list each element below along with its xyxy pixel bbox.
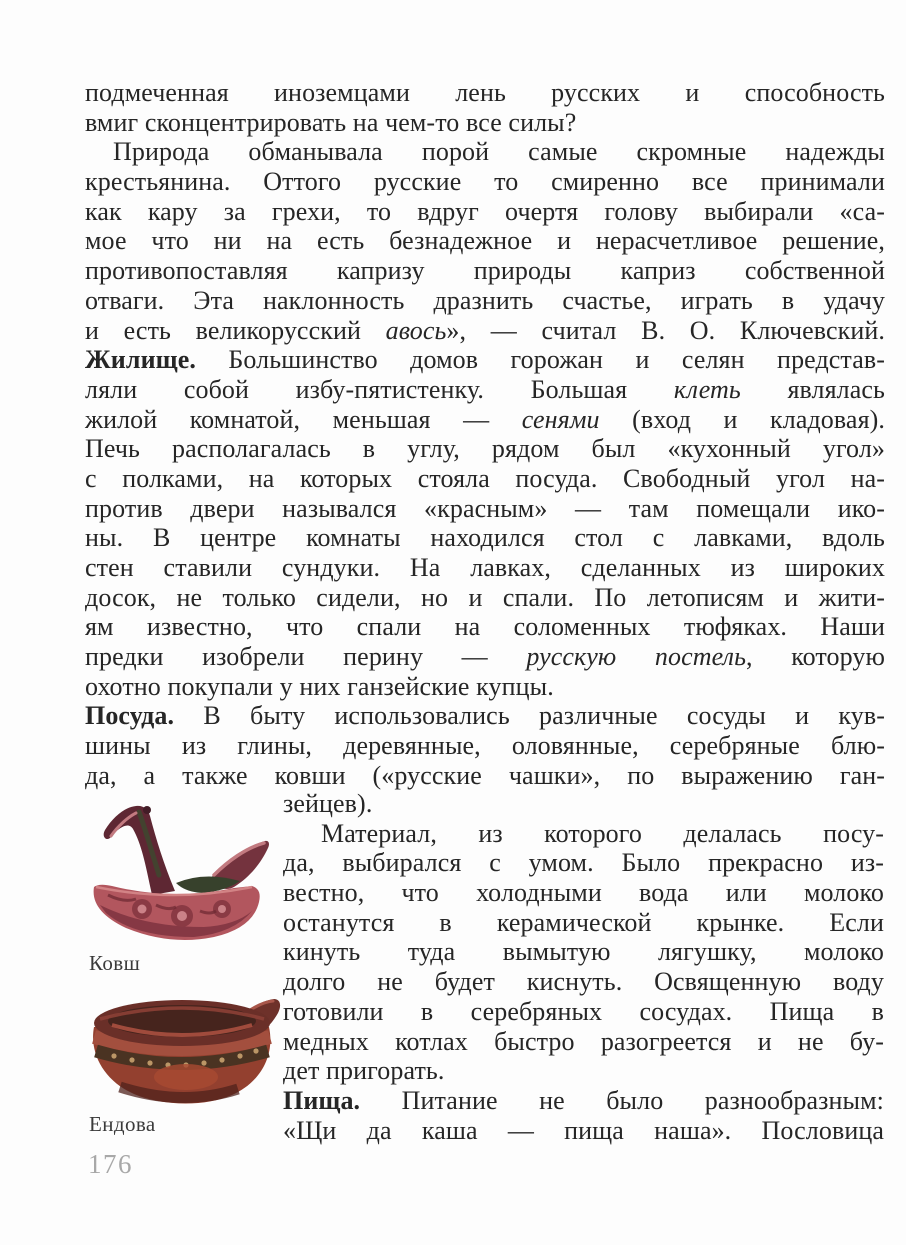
text-segment: авось [385,315,447,345]
text-line [85,78,885,108]
text-line [85,731,885,761]
text-line [85,345,885,375]
text-segment: зейцев). [283,789,373,818]
text-line [85,167,885,197]
text-line [85,375,885,405]
text-segment: Посуда. [85,701,175,731]
text-segment: Питание не было разнообразным: [360,1085,884,1115]
text-line [85,523,885,553]
text-segment: являлась [740,374,885,404]
text-line [283,848,884,878]
text-segment: и есть великорусский [85,315,386,345]
text-segment: вмиг сконцентрировать на чем-то все силы? [85,107,577,137]
text-segment: охотно покупали у них ганзейские купцы. [85,671,554,701]
text-segment: да, а также ковши («русские чашки», по выражению ган- [85,760,885,790]
text-segment: В быту использовались различные сосуды и кув- [174,701,885,731]
text-line [85,256,885,286]
text-line [283,789,884,819]
text-segment: сенями [521,404,600,434]
text-line [85,405,885,435]
text-segment: противопоставляя капризу природы каприз собственной [85,256,885,286]
endova-image [86,993,283,1112]
text-line [85,761,885,791]
text-line [85,137,885,167]
text-segment: жилой комнатой, меньшая — [85,404,522,434]
text-line [85,286,885,316]
text-segment: Большинство домов горожан и селян представ- [195,345,885,375]
text-segment: Пища. [283,1085,361,1115]
text-line [283,1116,884,1146]
text-segment: ям известно, что спали на соломенных тюфяках. Наши [85,612,885,642]
text-line [85,583,885,613]
text-segment: подмеченная иноземцами лень русских и способность [85,78,885,107]
text-segment: предки изобрели перину — [85,642,527,672]
kovsh-image [84,799,272,949]
text-segment: ны. В центре комнаты находился стол с лавками, вдоль [85,523,885,553]
text-segment: досок, не только сидели, но и спали. По летописям и жити- [85,582,885,612]
text-line [85,316,885,346]
text-segment: с полками, на которых стояла посуда. Свободный угол на- [85,463,885,493]
text-line [85,612,885,642]
text-line [85,642,885,672]
kovsh-caption: Ковш [89,951,141,975]
text-segment: отваги. Эта наклонность дразнить счастье, играть в удачу [85,285,885,315]
page-number: 176 [88,1149,133,1179]
text-segment: клеть [673,374,741,404]
text-segment: как кару за грехи, то вдруг очертя голову выбирали «са- [85,196,885,226]
text-segment: стен ставили сундуки. На лавках, сделанных из широких [85,553,885,582]
text-line [85,108,885,138]
text-segment: да, выбирался с умом. Было прекрасно из- [283,848,884,878]
text-line [283,908,884,938]
text-segment: , которую [746,642,885,672]
text-segment: «Щи да каша — пища наша». Пословица [283,1115,884,1145]
text-line [85,226,885,256]
text-segment: », — считал В. О. Ключевский. [446,315,885,345]
text-segment: вестно, что холодными вода или молоко [283,878,884,908]
text-segment: кинуть туда вымытую лягушку, молоко [283,937,884,967]
text-segment: готовили в серебряных сосудах. Пища в [283,996,884,1026]
text-line [85,434,885,464]
text-segment: Природа обманывала порой самые скромные надежды [113,137,885,167]
text-line [283,967,884,997]
text-line [283,1086,884,1116]
endova-figure [86,993,283,1112]
text-line [283,1056,884,1086]
text-segment: (вход и кладовая). [599,404,885,434]
kovsh-figure [84,799,272,949]
text-line [85,672,885,702]
text-line [85,197,885,227]
text-segment: долго не будет киснуть. Освященную воду [283,967,884,997]
right-text-column [283,789,884,1145]
text-line [85,494,885,524]
text-line [85,553,885,583]
main-text-column [85,78,885,791]
text-line [283,819,884,849]
text-segment: медных котлах быстро разогреется и не бу- [283,1026,884,1056]
text-line [283,937,884,967]
text-line [85,701,885,731]
text-line [85,464,885,494]
text-segment: Печь располагалась в углу, рядом был «кухонный угол» [85,434,885,464]
text-segment: Жилище. [85,345,196,375]
text-segment: русскую постель [526,642,747,672]
text-segment: Материал, из которого делалась посу- [321,818,884,848]
text-line [283,997,884,1027]
endova-caption: Ендова [89,1112,156,1136]
text-segment: шины из глины, деревянные, оловянные, серебряные блю- [85,731,885,761]
text-line [283,1027,884,1057]
text-segment: крестьянина. Оттого русские то смиренно все принимали [85,167,885,197]
text-segment: ляли собой избу-пятистенку. Большая [85,374,674,404]
text-segment: против двери назывался «красным» — там помещали ико- [85,493,885,523]
text-segment: мое что ни на есть безнадежное и нерасчетливое решение, [85,226,885,256]
text-segment: останутся в керамической крынке. Если [283,907,884,937]
text-line [283,878,884,908]
text-segment: дет пригорать. [283,1056,445,1086]
